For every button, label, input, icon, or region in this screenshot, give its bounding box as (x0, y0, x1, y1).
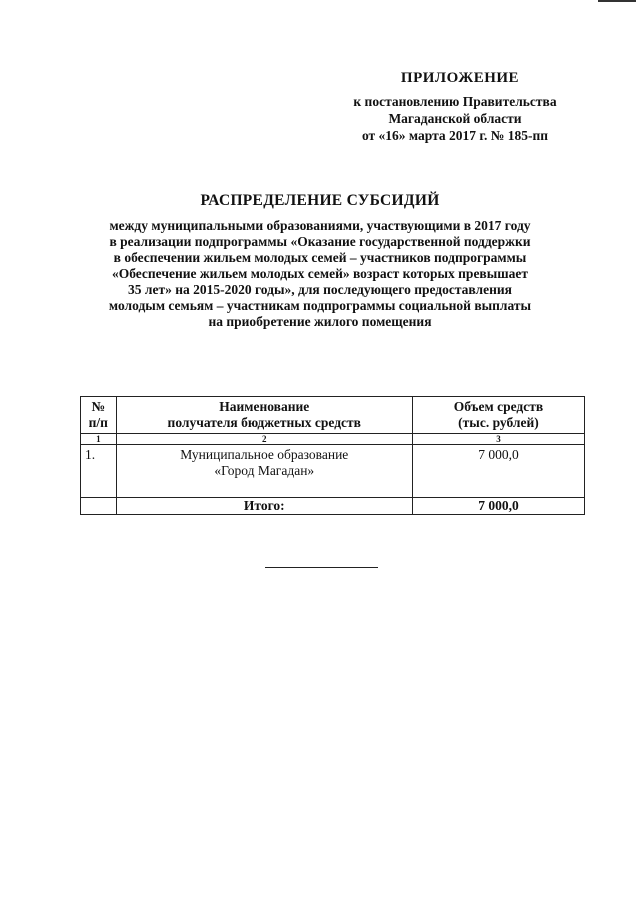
column-number: 2 (116, 434, 412, 445)
subtitle-line: 35 лет» на 2015-2020 годы», для последующего предоставления (128, 282, 512, 297)
total-empty-cell (81, 498, 117, 515)
appendix-line: Магаданской области (388, 111, 522, 126)
total-amount: 7 000,0 (412, 498, 584, 515)
total-row (81, 498, 585, 515)
column-number: 1 (81, 434, 117, 445)
row-number: 1. (81, 445, 117, 498)
subtitle-line: в реализации подпрограммы «Оказание государственной поддержки (109, 234, 531, 249)
subsidy-table (80, 396, 585, 515)
appendix-line: к постановлению Правительства (353, 94, 557, 109)
scan-corner-mark (598, 0, 636, 2)
subtitle-line: между муниципальными образованиями, участвующими в 2017 году (109, 218, 531, 233)
closing-rule (265, 567, 378, 568)
subtitle-line: молодым семьям – участникам подпрограммы социальной выплаты (108, 298, 532, 313)
header-text: (тыс. рублей) (458, 415, 539, 430)
total-label: Итого: (116, 498, 412, 515)
header-text: Объем средств (453, 399, 544, 414)
recipient-name-line: «Город Магадан» (214, 463, 315, 478)
subtitle-line: на приобретение жилого помещения (208, 314, 432, 329)
header-number (81, 397, 117, 434)
appendix-block (330, 70, 580, 144)
header-recipient (116, 397, 412, 434)
subtitle-line: в обеспечении жильем молодых семей – участников подпрограммы (113, 250, 527, 265)
document-subtitle (60, 218, 580, 330)
header-text: № (91, 399, 106, 414)
table-row (81, 445, 585, 498)
document-title: РАСПРЕДЕЛЕНИЕ СУБСИДИЙ (200, 192, 440, 209)
table-header-row (81, 397, 585, 434)
header-text: Наименование (219, 399, 310, 414)
amount-value: 7 000,0 (412, 445, 584, 498)
header-amount (412, 397, 584, 434)
appendix-heading: ПРИЛОЖЕНИЕ (400, 70, 520, 86)
appendix-line: от «16» марта 2017 г. № 185-пп (361, 128, 549, 143)
header-text: п/п (88, 415, 108, 430)
subtitle-line: «Обеспечение жильем молодых семей» возраст которых превышает (111, 266, 529, 281)
column-number: 3 (412, 434, 584, 445)
header-text: получателя бюджетных средств (167, 415, 361, 430)
recipient-name-line: Муниципальное образование (180, 447, 349, 462)
recipient-name (116, 445, 412, 498)
column-number-row (81, 434, 585, 445)
